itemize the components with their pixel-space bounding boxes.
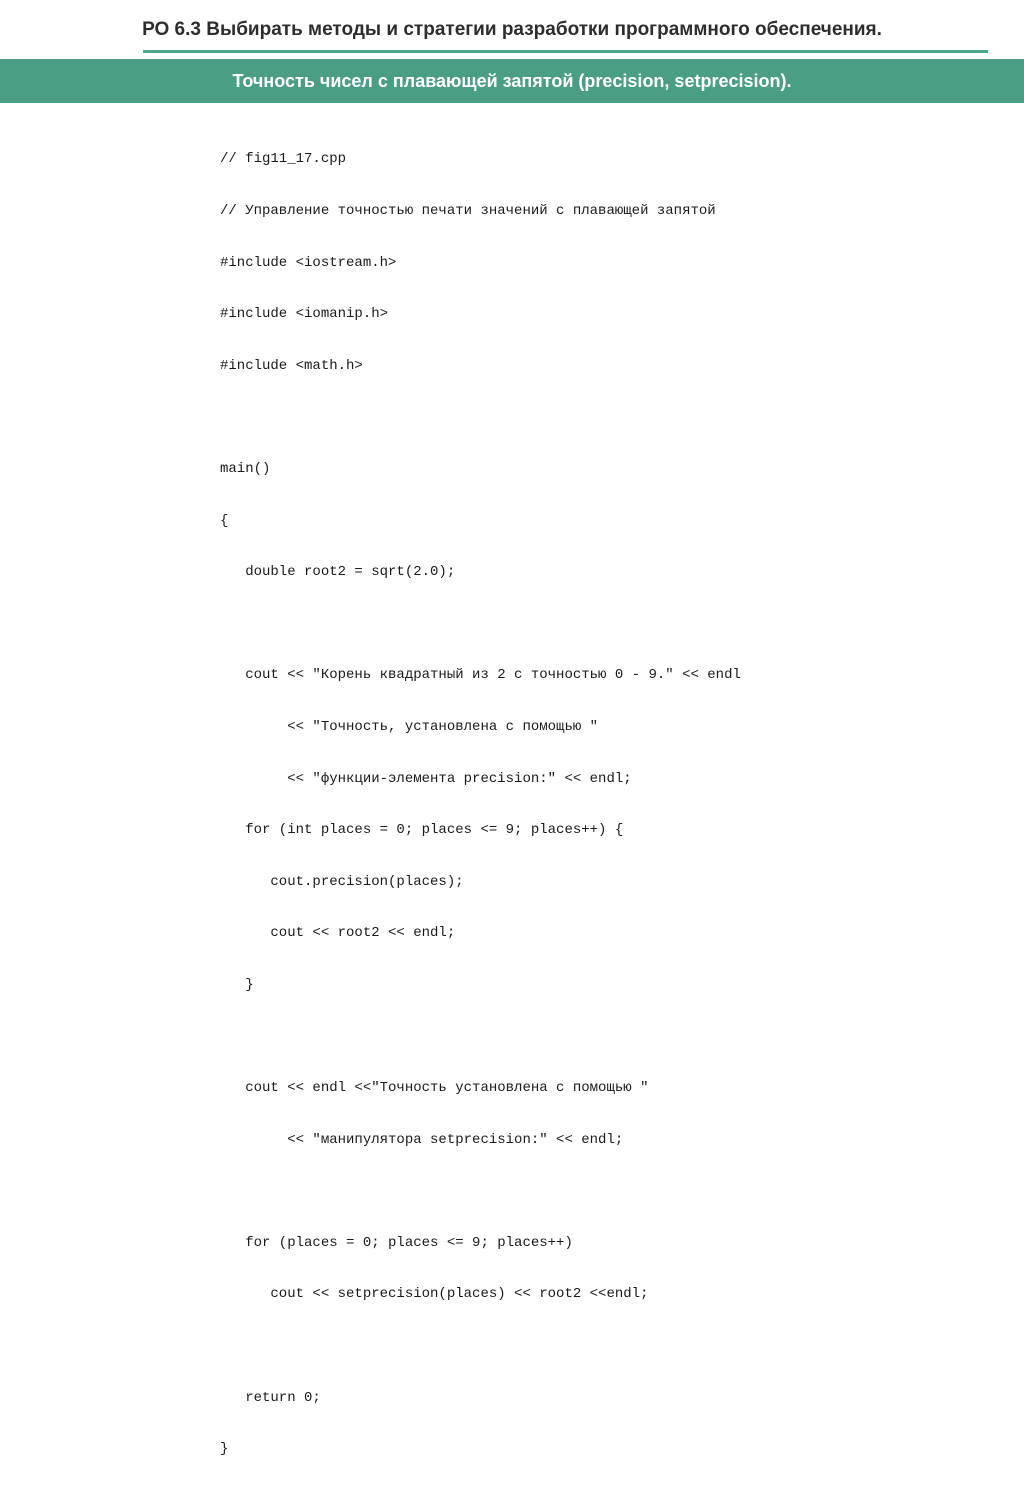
code-line: cout << "Корень квадратный из 2 с точностью 0 - 9." << endl bbox=[220, 667, 741, 684]
slide-title: РО 6.3 Выбирать методы и стратегии разработки программного обеспечения. bbox=[142, 19, 882, 40]
code-line bbox=[220, 1029, 741, 1046]
code-line: cout.precision(places); bbox=[220, 873, 464, 890]
code-line: { bbox=[220, 512, 229, 529]
code-line: #include <iostream.h> bbox=[220, 254, 397, 271]
code-listing bbox=[220, 117, 741, 1493]
code-line bbox=[220, 616, 741, 633]
code-line bbox=[220, 409, 741, 426]
code-line: } bbox=[220, 976, 254, 993]
code-line: cout << endl <<"Точность установлена с помощью " bbox=[220, 1080, 649, 1097]
code-line bbox=[220, 1183, 741, 1200]
code-line: #include <iomanip.h> bbox=[220, 306, 389, 323]
code-line: for (places = 0; places <= 9; places++) bbox=[220, 1234, 573, 1251]
code-line: << "Точность, установлена с помощью " bbox=[220, 718, 599, 735]
title-divider bbox=[143, 50, 988, 53]
subtitle-banner bbox=[0, 59, 1024, 103]
code-line: cout << root2 << endl; bbox=[220, 925, 456, 942]
code-line: << "функции-элемента precision:" << endl; bbox=[220, 770, 632, 787]
code-line: cout << setprecision(places) << root2 <<endl; bbox=[220, 1286, 649, 1303]
code-line: #include <math.h> bbox=[220, 357, 363, 374]
code-line bbox=[220, 1338, 741, 1355]
code-line: double root2 = sqrt(2.0); bbox=[220, 564, 456, 581]
code-line: } bbox=[220, 1441, 229, 1458]
subtitle-text: Точность чисел с плавающей запятой (precision, setprecision). bbox=[232, 71, 792, 91]
code-line: // Управление точностью печати значений с плавающей запятой bbox=[220, 203, 716, 219]
code-line: main() bbox=[220, 460, 271, 477]
code-line: return 0; bbox=[220, 1389, 321, 1406]
code-line: for (int places = 0; places <= 9; places++) { bbox=[220, 822, 624, 839]
code-line: // fig11_17.cpp bbox=[220, 151, 347, 168]
code-line: << "манипулятора setprecision:" << endl; bbox=[220, 1131, 624, 1148]
